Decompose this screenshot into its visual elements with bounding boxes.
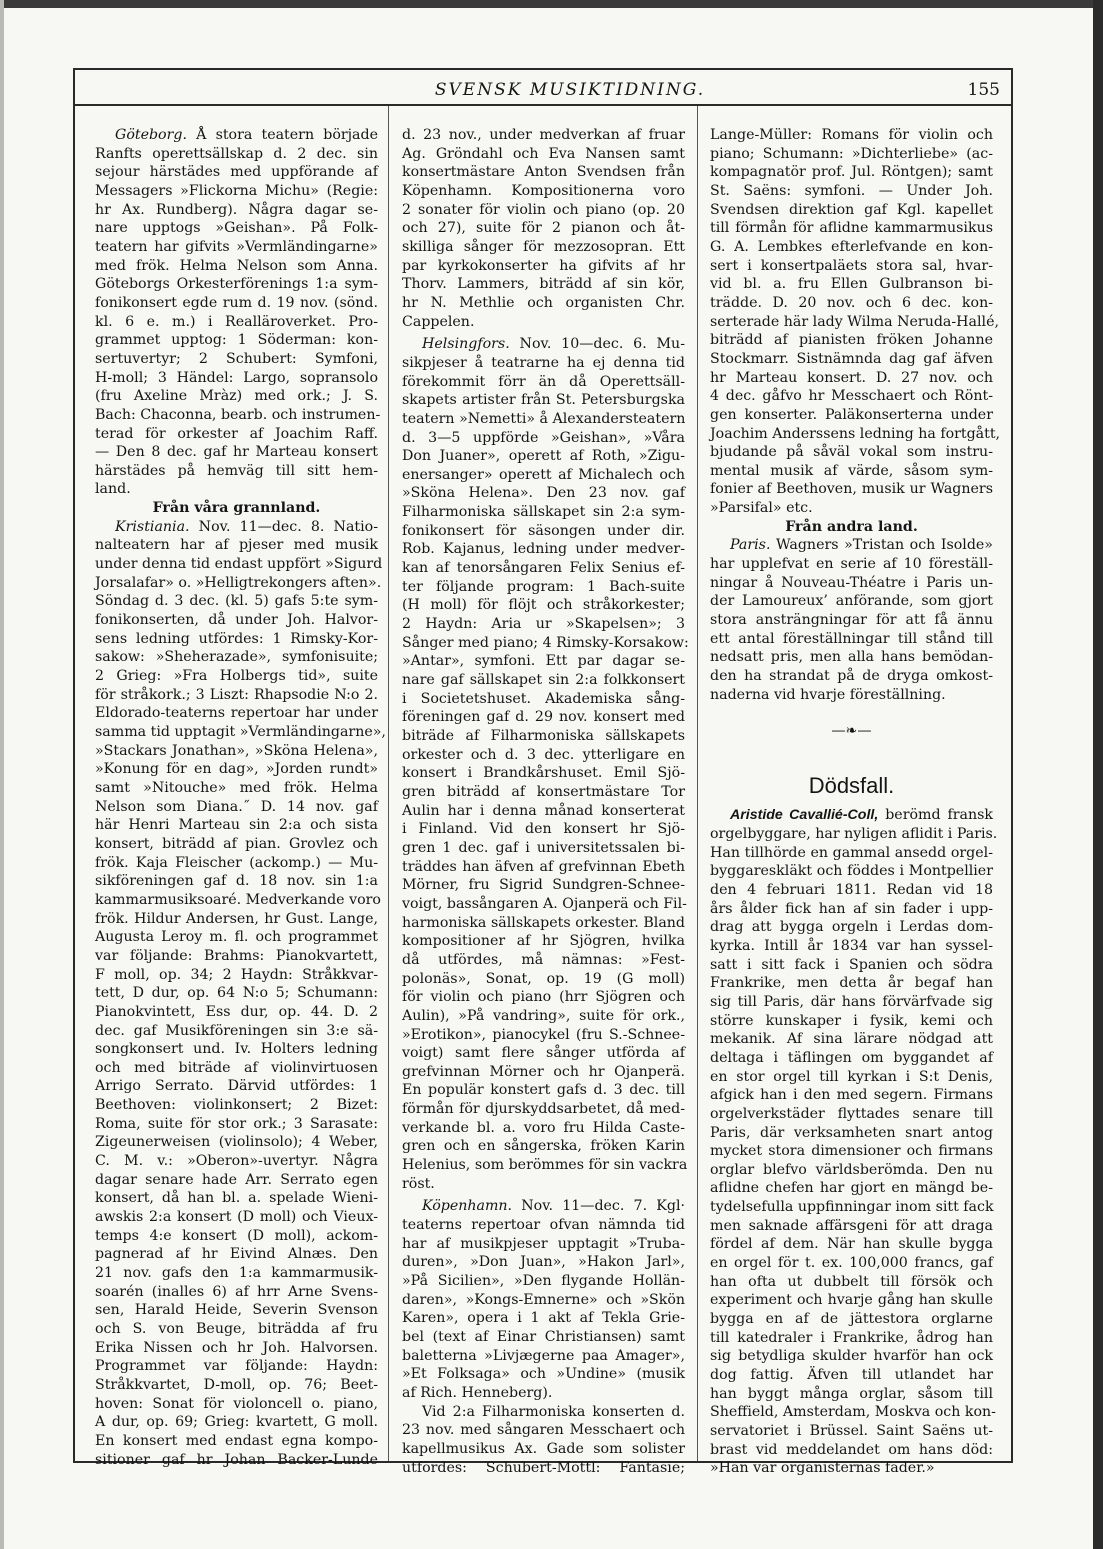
text-line: »Konung för en dag», »Jorden rundt» — [95, 761, 378, 778]
text-line: en stor orgel till kyrkan i S:t Denis, — [710, 1068, 993, 1085]
text-line: Don Juaner», operett af Roth, »Zigu- — [402, 448, 685, 465]
text-line: En konsert med endast egna kompo- — [95, 1432, 378, 1449]
scan-border-right — [1093, 0, 1103, 1549]
text-line: 2 Haydn: Aria ur »Skapelsen»; 3 — [402, 616, 685, 633]
text-line: och med biträde af violinvirtuosen — [95, 1059, 378, 1076]
header-rule-bottom — [73, 104, 1013, 106]
text-line: St. Saëns: symfoni. — Under Joh. — [710, 182, 993, 199]
text-line: songkonsert und. Iv. Holters ledning — [95, 1041, 378, 1058]
text-line: förmån för djurskyddsarbetet, då med- — [402, 1101, 685, 1118]
text-line: Pianokvintett, Ess dur, op. 44. D. 2 — [95, 1003, 378, 1020]
place-name: Köpenhamn. — [422, 1198, 513, 1215]
text-line: 2 sonater för violin och piano (op. 20 — [402, 201, 685, 218]
text-line: orgelverkstäder flyttades senare till — [710, 1105, 993, 1122]
text-line: En populär konstert gafs d. 3 dec. till — [402, 1082, 685, 1099]
text-line: sertuvertyr; 2 Schubert: Symfoni, — [95, 350, 378, 367]
text-line: kyrka. Intill år 1834 var han syssel- — [710, 937, 993, 954]
text-line: mental musik af värde, såsom sym- — [710, 462, 993, 479]
text-line: kl. 6 e. m.) i Realläroverket. Pro- — [95, 313, 378, 330]
text-line: bjudande på såväl vokal som instru- — [710, 444, 993, 461]
text-line: Stockmarr. Sistnämnda dag gaf äfven — [710, 350, 993, 367]
text-line: sakow: »Sheherazade», symfonisuite; — [95, 649, 378, 666]
text-line: gen konserter. Paläkonserterna under — [710, 406, 993, 423]
text-line: sikföreningen gaf d. 18 nov. sin 1:a — [95, 873, 378, 890]
article-kopenhamn-p2 — [402, 1421, 685, 1477]
text-line: till förmån för aflidne kammarmusikus — [710, 220, 993, 237]
text-line: ningar å Nouveau-Théatre i Paris un- — [710, 574, 993, 591]
text-line: gren biträdd af konsertmästare Tor — [402, 783, 685, 800]
text-line: »Et Folksaga» och »Undine» (musik — [402, 1366, 685, 1383]
text-line: då utfördes, må nämnas: »Fest- — [402, 951, 685, 968]
text-line: Lange-Müller: Romans för violin och — [710, 127, 993, 143]
column-2 — [402, 126, 689, 1477]
text-line: Zigeunerweisen (violinsolo); 4 Weber, — [95, 1134, 378, 1151]
text-line: serterade här lady Wilma Neruda-Hallé, — [710, 313, 999, 330]
text-line: stora ansträngningar för att få ännu — [710, 612, 993, 629]
text-line: Arrigo Serrato. Därvid utfördes: 1 — [95, 1078, 378, 1095]
column-divider-1 — [388, 106, 389, 1461]
frame-rule-left — [73, 68, 75, 1463]
text-line: Messagers »Flickorna Michu» (Regie: — [95, 182, 378, 199]
text-line: Sheffield, Amsterdam, Moskva och kon- — [710, 1404, 996, 1421]
text-line: var följande: Brahms: Pianokvartett, — [95, 947, 378, 964]
text-line: Ranfts operettsällskap d. 2 dec. sin — [95, 145, 378, 162]
text-line: experiment och hvarje gång han skulle — [710, 1292, 993, 1309]
text-line: Aulin har i denna månad konserterat — [402, 802, 685, 819]
text-line: land. — [95, 481, 131, 498]
text-line: samt »Nitouche» med frök. Helma — [95, 779, 378, 796]
text-line: der Lamoureux’ anförande, som gjort — [710, 593, 993, 610]
text-line: har af musikpjeser upptagit »Truba- — [402, 1235, 685, 1252]
text-line: har upplefvat en serie af 10 föreställ- — [710, 556, 993, 573]
text-line: »Erotikon», pianocykel (fru S.-Schnee- — [402, 1026, 685, 1043]
text-line: dog fattig. Äfven till utlandet har — [710, 1367, 993, 1384]
text-line: kompositioner af hr Sjögren, hvilka — [402, 933, 685, 950]
article-helsingfors — [402, 354, 689, 1194]
text-line: härstädes på hemväg till sitt hem- — [95, 462, 378, 479]
text-line: harmoniska sällskapets orkester. Bland — [402, 914, 685, 931]
text-line: satt i sitt fack i Spanien och södra — [710, 956, 993, 973]
text-line: hoven: Sonat för violoncell o. piano, — [95, 1395, 378, 1412]
text-line: par kyrkokonserter ha gifvits af hr — [402, 257, 685, 274]
text-line: den ha strandat på de dryga omkost- — [710, 668, 993, 685]
text-line: dec. gaf Musikföreningen sin 3:e sä- — [95, 1022, 378, 1039]
text-line: Erika Nissen och hr Joh. Halvorsen. — [95, 1339, 378, 1356]
text-line: orgelbyggare, har nyligen aflidit i Paris. — [710, 826, 998, 842]
text-line: röst. — [402, 1175, 435, 1192]
text-line: här Henri Marteau sin 2:a och sista — [95, 817, 378, 834]
text-line: men saknade affärsgeni för att draga — [710, 1217, 993, 1234]
text-line: för violin och piano (hrr Sjögren och — [402, 989, 685, 1006]
text-line: Thorv. Lammers, biträdd af sin kör, — [402, 276, 685, 293]
article-kopenhamn — [402, 1216, 685, 1403]
text-line: och S. von Beuge, biträdda af fru — [95, 1321, 378, 1337]
text-line: H-moll; 3 Händel: Largo, sopransolo — [95, 369, 378, 386]
text-line: Stråkkvartet, D-moll, op. 76; Beet- — [95, 1376, 378, 1393]
text-line: 4 dec. gåfvo hr Messchaert och Rönt- — [710, 388, 993, 405]
text-line: Eldorado-teaterns repertoar har under — [95, 705, 378, 722]
text-line: Mörner, fru Sigrid Sundgren-Schnee- — [402, 877, 685, 894]
text-line: Svendsen direktion gaf Kgl. kapellet — [710, 201, 993, 218]
text-line: en orgel för t. ex. 100,000 francs, gaf — [710, 1255, 993, 1272]
text-line: Augusta Leroy m. fl. och programmet — [95, 929, 378, 946]
text-line: Jorsalafar» o. »Helligtrekongers aften». — [95, 574, 382, 591]
text-line: (fru Axeline Mràz) med ork.; J. S. — [95, 388, 378, 405]
place-name: Helsingfors. — [422, 336, 510, 353]
text-line: polonäs», Sonat, op. 19 (G moll) — [402, 970, 685, 987]
text-line: mycket stora dimensioner och firmans — [710, 1143, 993, 1160]
text-line: Söndag d. 3 dec. (kl. 5) gafs 5:te sym- — [95, 593, 378, 610]
article-kopenhamn-continued — [710, 126, 1001, 518]
text-line: tydelsefulla uppfinningar inom sitt fack — [710, 1199, 994, 1216]
text-line: drag att bygga orgeln i Lerdas dom- — [710, 919, 993, 936]
text-line: temps 4:e konsert (D moll), ackom- — [95, 1227, 378, 1244]
text-line: A dur, op. 69; Grieg: kvartett, G moll. — [95, 1414, 378, 1431]
text-line: baletterna »Livjægerne paa Amager», — [402, 1347, 685, 1364]
text-line: sitioner gaf hr Johan Backer-Lunde — [95, 1451, 378, 1468]
text-line: hr N. Methlie och organisten Chr. — [402, 294, 685, 311]
place-name: Paris. — [730, 537, 771, 554]
scan-border-top — [0, 0, 1103, 8]
text-line: föreningen gaf d. 29 nov. konsert med — [402, 709, 685, 726]
text-line: han byggt många orglar, såsom till — [710, 1385, 993, 1402]
text-line: den 4 februari 1811. Redan vid 18 — [710, 881, 993, 898]
text-line: fonikonsert för säsongen under dir. — [402, 522, 685, 539]
header-rule-top — [73, 68, 1013, 70]
text-line: terad för orkester af Joachim Raff. — [95, 425, 378, 442]
text-line: större kunskaper i fysik, kemi och — [710, 1012, 993, 1029]
text-line: byggareskläkt och föddes i Montpellier — [710, 863, 993, 880]
text-line: vid bl. a. fru Ellen Gulbranson bi- — [710, 276, 993, 293]
text-line: 2 Grieg: »Fra Holbergs tid», suite — [95, 668, 378, 685]
text-line: fördel af dem. När han skulle bygga — [710, 1236, 993, 1253]
text-line: biträdd af pianisten fröken Johanne — [710, 332, 993, 349]
article-paris-first-line: Paris. Wagners »Tristan och Isolde» — [730, 537, 993, 554]
text-line: G. A. Lembkes efterlefvande en kon- — [710, 238, 993, 255]
text-line: sig till Paris, där hans förvärfvade sig — [710, 993, 993, 1010]
text-line: fonikonsert egde rum d. 19 nov. (sönd. — [95, 294, 378, 311]
text-line: af Rich. Henneberg). — [402, 1384, 553, 1401]
text-line: sejour härstädes med uppförande af — [95, 164, 378, 181]
text-line: soarén (inalles 6) af hrr Arne Svens- — [95, 1283, 378, 1300]
text-line: sens ledning utfördes: 1 Rimsky-Kor- — [95, 630, 378, 647]
text-line: skilliga sånger för mezzosopran. Ett — [402, 238, 685, 255]
text-line: ter följande program: 1 Bach-suite — [402, 578, 685, 595]
text-line: grammet upptog: 1 Söderman: kon- — [95, 332, 378, 349]
text-line: d. 23 nov., under medverkan af fruar — [402, 127, 685, 143]
text-line: teatern har gifvits »Vermländingarne» — [95, 238, 378, 255]
text-line: sikpjeser å teatrarne ha ej denna tid — [402, 354, 685, 371]
text-line: Helenius, som berömmes för sin vackra — [402, 1157, 688, 1174]
article-goteborg — [95, 145, 381, 499]
text-line: pagnerad af hr Eivind Alnæs. Den — [95, 1246, 378, 1263]
text-line: Ag. Gröndahl och Eva Nansen samt — [402, 145, 685, 162]
text-line: hr Ax. Rundberg). Några dagar se- — [95, 201, 378, 218]
text-line: Karen», opera i 1 akt af Tekla Grie- — [402, 1310, 685, 1327]
text-line: C. M. v.: »Oberon»-uvertyr. Några — [95, 1153, 378, 1170]
text-line: sert i konsertpaläets stora sal, hvar- — [710, 257, 993, 274]
text-line: trädde. D. 20 nov. och 6 dec. kon- — [710, 294, 993, 311]
text-line: servatoriet i Brüssel. Saint Saëns ut- — [710, 1423, 993, 1439]
text-line: biträde af Filharmoniska sällskapets — [402, 728, 685, 744]
text-line: hr Marteau konsert. D. 27 nov. och — [710, 369, 993, 386]
text-line: Programmet var följande: Haydn: — [95, 1358, 378, 1375]
obituary-heading: Dödsfall. — [808, 773, 895, 799]
text-line: »Sköna Helena». Den 23 nov. gaf — [402, 485, 685, 502]
text-line: han ofta ut dubbelt till försök och — [710, 1273, 993, 1290]
text-line: nare upptogs »Geishan». På Folk- — [95, 220, 378, 237]
text-line: afgick han i den med segern. Firmans — [710, 1087, 993, 1104]
text-line: Köpenhamn. Kompositionerna voro — [402, 182, 685, 199]
text-line: deltaga i täflingen om byggandet af — [710, 1049, 993, 1066]
article-kopenhamn-first-line: Köpenhamn. Nov. 11—dec. 7. Kgl· — [422, 1198, 685, 1215]
article-kristiania-first-line: Kristiania. Nov. 11—dec. 8. Natio- — [115, 518, 378, 535]
text-line: konsertmästare Anton Svendsen från — [402, 164, 685, 181]
text-line: Göteborgs Orkesterförenings 1:a sym- — [95, 276, 378, 293]
text-line: »Antar», symfoni. Ett par dagar se- — [402, 653, 685, 670]
text-line: Han tillhörde en gammal ansedd orgel- — [710, 844, 993, 861]
section-heading-grannland: Från våra grannland. — [152, 500, 321, 517]
text-line: frök. Kaja Fleischer (ackomp.) — Mu- — [95, 854, 378, 871]
text-line: Sånger med piano; 4 Rimsky-Korsakow: — [402, 634, 689, 651]
text-line: konsert, då han bl. a. spelade Wieni- — [95, 1190, 378, 1207]
text-line: kapellmusikus Ax. Gade som solister — [402, 1440, 685, 1457]
text-line: under denna tid endast uppfört »Sigurd — [95, 556, 383, 573]
text-line: med frök. Helma Nelson som Anna. — [95, 257, 378, 274]
text-line: Rob. Kajanus, ledning under medver- — [402, 541, 685, 558]
text-line: »Parsifal» etc. — [710, 500, 813, 517]
text-line: »Han var organisternas fader.» — [710, 1460, 935, 1477]
text-line: orkester och d. 3 dec. ytterligare en — [402, 746, 685, 763]
text-line: Cappelen. — [402, 313, 475, 330]
text-line: enersanger» operett af Michalech och — [402, 466, 685, 483]
place-name: Kristiania. — [115, 518, 190, 535]
text-line: orglar blefvo världsberömda. Den nu — [710, 1161, 993, 1178]
text-line: fonier af Beethoven, musik ur Wagners — [710, 481, 993, 498]
text-line: voigt, bassångaren A. Ojanperä och Fil- — [402, 895, 687, 912]
text-line: mekanik. Af sina lärare nödgad att — [710, 1031, 993, 1048]
text-line: frök. Hildur Andersen, hr Gust. Lange, — [95, 910, 378, 927]
article-kopenhamn-p2-first-line: Vid 2:a Filharmoniska konserten d. — [422, 1403, 685, 1420]
text-line: nare gaf sällskapet sin 2:a folkkonsert — [402, 672, 685, 689]
text-line: Bach: Chaconna, bearb. och instrumen- — [95, 406, 381, 423]
text-line: »På Sicilien», »Den flygande Hollän- — [402, 1273, 685, 1290]
section-heading-andra-land: Från andra land. — [785, 518, 918, 535]
text-line: duren», »Don Juan», »Hakon Jarl», — [402, 1254, 685, 1271]
text-line: Filharmoniska sällskapet sin 2:a sym- — [402, 504, 685, 521]
text-line: skapets artister från St. Petersburgska — [402, 392, 685, 409]
column-1 — [95, 126, 386, 1469]
text-line: aflidne chefen har gjort en mängd be- — [710, 1180, 993, 1197]
text-line: daren», »Kongs-Emnerne» och »Skön — [402, 1291, 685, 1308]
text-line: awskis 2:a konsert (D moll) och Vieux- — [95, 1209, 378, 1226]
text-line: teaterns repertoar ofvan nämnda tid — [402, 1217, 685, 1234]
text-line: samma tid upptagit »Vermländingarne», — [95, 724, 386, 740]
text-line: Nelson som Diana.˝ D. 14 nov. gaf — [95, 798, 378, 815]
column-divider-2 — [697, 106, 698, 1461]
text-line: träddes han äfven af grefvinnan Ebeth — [402, 858, 685, 875]
text-line: »Stackars Jonathan», »Sköna Helena», — [95, 742, 378, 759]
article-kristiania-continued — [402, 126, 685, 331]
text-line: och 27), suite för 2 pianon och åt- — [402, 220, 685, 237]
place-name: Göteborg. — [115, 127, 187, 143]
running-head: SVENSK MUSIKTIDNING. — [434, 80, 706, 100]
article-goteborg-first-line: Göteborg. Å stora teatern började — [115, 127, 378, 143]
text-line: tett, D dur, op. 64 N:o 5; Schumann: — [95, 985, 378, 1002]
text-line: till katedraler i Frankrike, ådrog han — [710, 1329, 993, 1346]
text-line: Roma, suite för stor ork.; 3 Sarasate: — [95, 1115, 378, 1132]
column-3 — [710, 126, 1001, 1478]
article-paris — [710, 555, 993, 704]
text-line: för stråkork.; 3 Liszt: Rhapsodie N:o 2. — [95, 686, 378, 703]
text-line: ett antal föreställningar till stånd till — [710, 630, 993, 647]
text-line: fonikonserten, då under Joh. Halvor- — [95, 612, 378, 629]
text-line: teatern »Nemetti» å Alexandersteatern — [402, 410, 686, 427]
text-line: (H moll) för flöjt och stråkorkester; — [402, 597, 685, 614]
text-line: 23 nov. med sångaren Messchaert och — [402, 1422, 685, 1439]
text-line: i Finland. Vid den konsert hr Sjö- — [402, 821, 685, 838]
text-line: kammarmusiksoaré. Medverkande voro — [95, 891, 381, 908]
text-line: — Den 8 dec. gaf hr Marteau konsert — [95, 444, 378, 461]
text-line: bygga en af de jättestora orglarne — [710, 1311, 993, 1328]
text-line: i Societetshuset. Akademiska sång- — [402, 690, 685, 707]
obituary-first-line: Aristide Cavallié-Coll, berömd fransk — [730, 807, 993, 824]
text-line: piano; Schumann: »Dichterliebe» (ac- — [710, 145, 993, 162]
page-number: 155 — [967, 80, 1000, 100]
text-line: Frankrike, men detta år begaf han — [710, 975, 993, 992]
text-line: Beethoven: violinkonsert; 2 Bizet: — [95, 1097, 378, 1114]
text-line: kompagnatör prof. Jul. Röntgen); samt — [710, 164, 993, 181]
article-kristiania — [95, 536, 386, 1469]
fleuron-ornament-icon: —❧— — [831, 723, 872, 740]
text-line: utfördes: Schubert-Mottl: Fantasie; — [402, 1459, 685, 1476]
text-line: konsert, biträdd af pian. Grovlez och — [95, 835, 378, 852]
obituary-name: Aristide Cavallié-Coll, — [730, 807, 879, 824]
text-line: naderna vid hvarje föreställning. — [710, 686, 946, 703]
article-helsingfors-first-line: Helsingfors. Nov. 10—dec. 6. Mu- — [422, 336, 685, 353]
text-line: Aulin), »På vandring», suite för ork., — [402, 1007, 685, 1024]
frame-rule-right — [1011, 68, 1013, 1463]
text-line: F moll, op. 34; 2 Haydn: Stråkkvar- — [95, 966, 378, 983]
text-line: kan af tenorsångaren Felix Senius ef- — [402, 560, 685, 577]
text-line: sig betydliga skulder hvarför han ock — [710, 1348, 993, 1365]
text-line: voigt) samt flere sånger utförda af — [402, 1045, 685, 1062]
text-line: grefvinnan Mörner och hr Ojanperä. — [402, 1063, 685, 1080]
text-line: d. 3—5 uppförde »Geishan», »Våra — [402, 429, 685, 446]
text-line: gren och en sångerska, fröken Karin — [402, 1138, 685, 1155]
text-line: bel (text af Einar Christiansen) samt — [402, 1329, 685, 1345]
text-line: verkande bl. a. voro fru Hilda Caste- — [402, 1119, 685, 1136]
text-line: nedsatt pris, men alla hans bemödan- — [710, 649, 993, 666]
text-line: nalteatern har af pjeser med musik — [95, 537, 378, 554]
scan-border-left — [0, 0, 4, 1549]
text-line: sen, Harald Heide, Severin Svenson — [95, 1302, 378, 1319]
text-line: förekommit förr än då Operettsäll- — [402, 373, 685, 390]
text-line: dagar senare hade Arr. Serrato egen — [95, 1171, 378, 1188]
text-line: brast vid meddelandet om hans död: — [710, 1441, 993, 1458]
text-line: 21 nov. gafs den 1:a kammarmusik- — [95, 1265, 378, 1282]
text-line: Joachim Anderssens ledning ha fortgått, — [710, 425, 1001, 442]
text-line: Paris, där verksamheten snart antog — [710, 1124, 993, 1141]
text-line: års ålder fick han af sin fader i upp- — [710, 900, 993, 917]
obituary-text — [710, 825, 998, 1478]
text-line: gren 1 dec. gaf i universitetssalen bi- — [402, 839, 685, 856]
text-line: konsert i Brandkårshuset. Emil Sjö- — [402, 765, 685, 782]
